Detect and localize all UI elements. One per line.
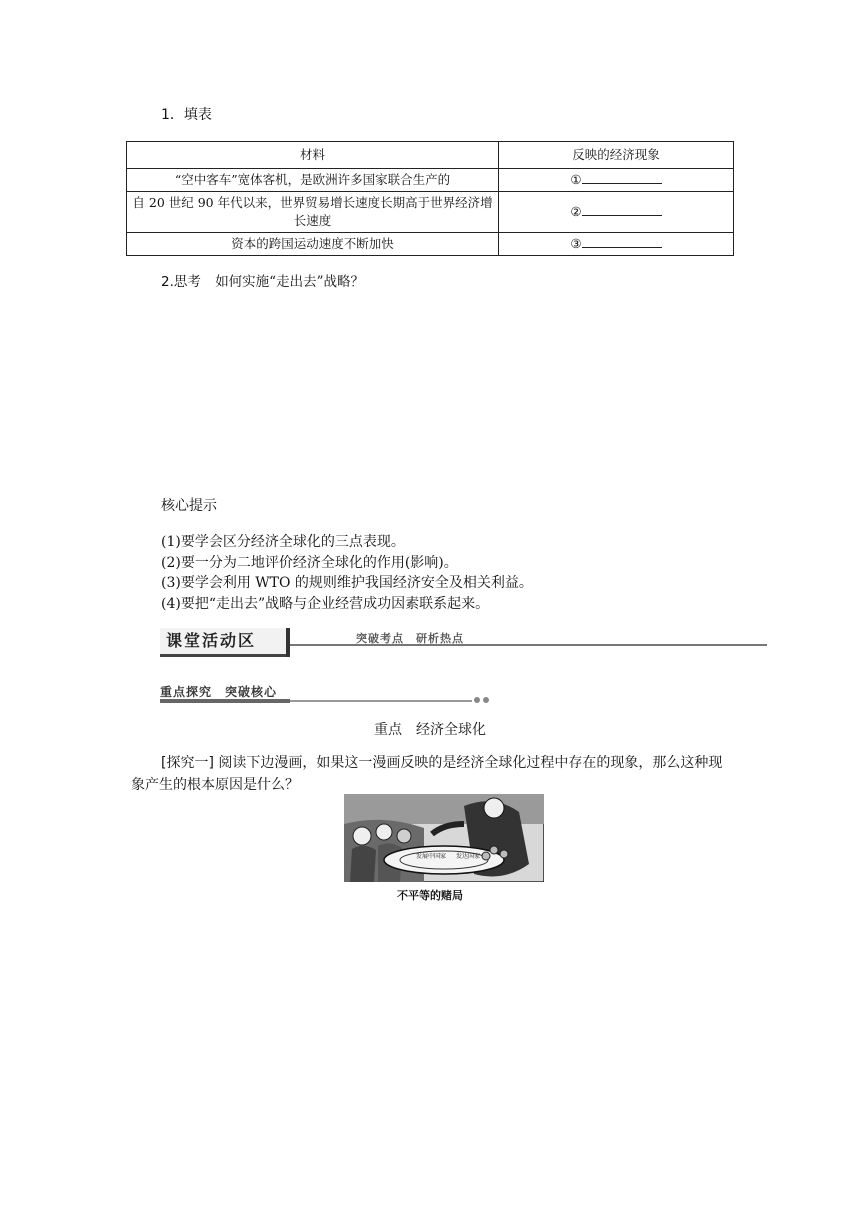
table-cell-answer[interactable] xyxy=(499,169,734,192)
section-header xyxy=(160,683,490,707)
cartoon-label-developing: 发展中国家 xyxy=(416,853,447,860)
answer-blank[interactable] xyxy=(582,171,662,184)
table-header-phenomenon: 反映的经济现象 xyxy=(499,142,734,169)
core-tip-item: (2)要一分为二地评价经济全球化的作用(影响)。 xyxy=(161,554,458,571)
explore-label: [探究一] xyxy=(161,755,214,771)
cartoon-label-developed: 发达国家 xyxy=(456,853,481,860)
answer-marker: ② xyxy=(570,204,582,219)
answer-marker: ③ xyxy=(570,236,582,251)
answer-marker: ① xyxy=(570,172,582,187)
answer-blank[interactable] xyxy=(582,235,662,248)
focus-topic: 经济全球化 xyxy=(416,722,486,738)
banner-subtitle: 突破考点 研析热点 xyxy=(356,632,464,645)
banner-divider xyxy=(286,628,290,657)
question-2 xyxy=(161,270,364,290)
table-header-row xyxy=(127,142,734,169)
table-header-material: 材料 xyxy=(127,142,499,169)
answer-blank[interactable] xyxy=(582,203,662,216)
banner-title: 课堂活动区 xyxy=(160,628,288,657)
core-tips-list xyxy=(161,532,533,614)
table-cell-answer[interactable] xyxy=(499,233,734,256)
cartoon-caption: 不平等的赌局 xyxy=(397,889,463,902)
question-2-label: 2.思考 xyxy=(161,274,201,290)
table-cell-material: “空中客车”宽体客机，是欧洲许多国家联合生产的 xyxy=(127,169,499,192)
table-cell-material: 资本的跨国运动速度不断加快 xyxy=(127,233,499,256)
core-tip-item: (1)要学会区分经济全球化的三点表现。 xyxy=(161,534,405,550)
cartoon-image xyxy=(344,794,544,882)
explore-question xyxy=(131,752,731,796)
dot-icon xyxy=(474,697,480,703)
focus-label: 重点 xyxy=(374,722,402,738)
cartoon-illustration xyxy=(344,794,544,882)
question-1-title: 1．填表 xyxy=(161,107,212,123)
core-tip-item: (4)要把“走出去”战略与企业经营成功因素联系起来。 xyxy=(161,595,490,612)
table-row xyxy=(127,233,734,256)
section-label: 重点探究 突破核心 xyxy=(160,685,278,699)
fill-in-table xyxy=(126,141,734,256)
core-tips-title: 核心提示 xyxy=(161,498,217,514)
classroom-activity-banner xyxy=(160,628,767,658)
question-2-text: 如何实施“走出去”战略？ xyxy=(215,274,364,290)
table-cell-material: 自 20 世纪 90 年代以来，世界贸易增长速度长期高于世界经济增长速度 xyxy=(127,192,499,233)
core-tip-item: (3)要学会利用 WTO 的规则维护我国经济安全及相关利益。 xyxy=(161,575,533,591)
table-row xyxy=(127,192,734,233)
table-cell-answer[interactable] xyxy=(499,192,734,233)
explore-text: 阅读下边漫画，如果这一漫画反映的是经济全球化过程中存在的现象，那么这种现象产生的根本原因是什么？ xyxy=(131,755,723,793)
dot-icon xyxy=(483,697,489,703)
section-accent-bar xyxy=(160,699,290,703)
table-row xyxy=(127,169,734,192)
focus-heading xyxy=(0,719,860,739)
